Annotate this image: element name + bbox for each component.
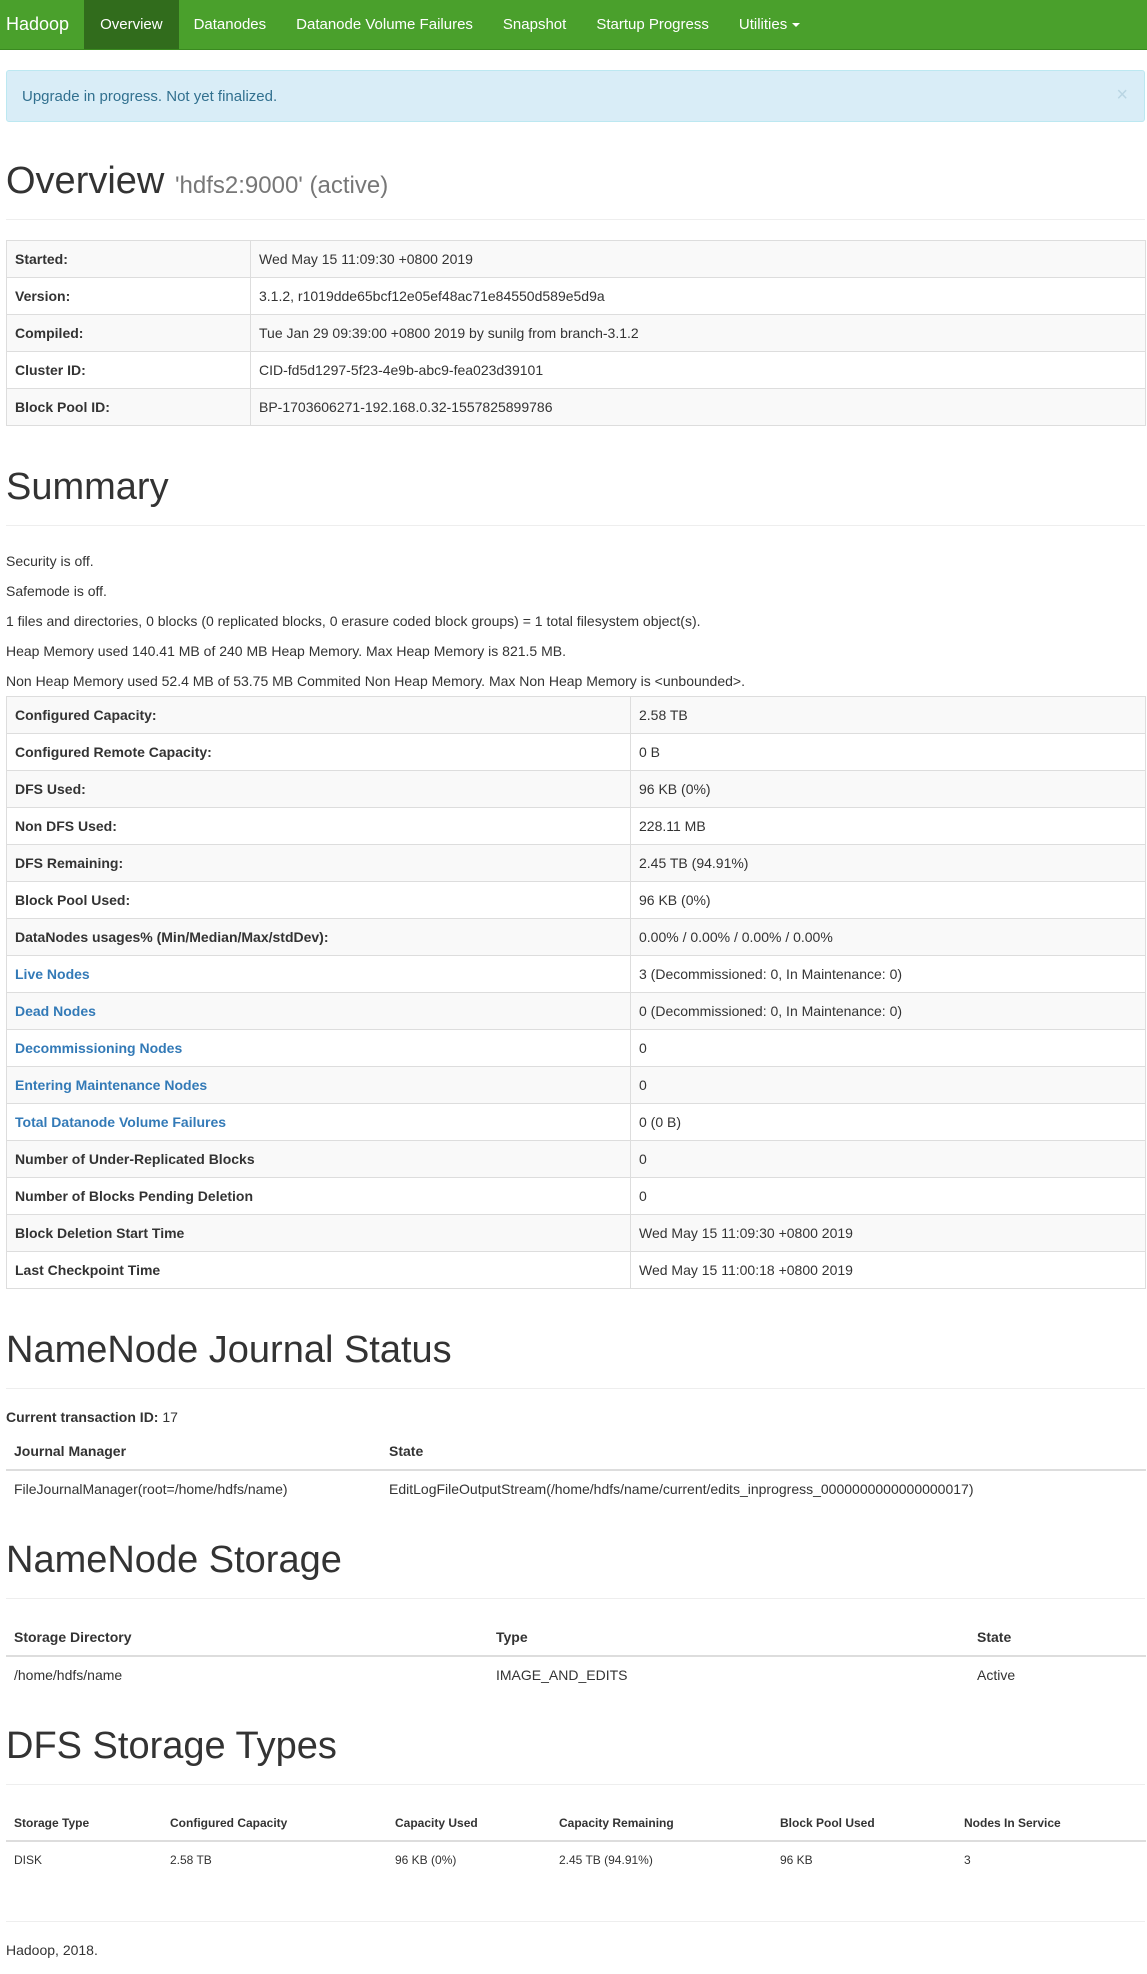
summary-lines	[6, 546, 1145, 696]
last-checkpoint-time-label: Last Checkpoint Time	[7, 1252, 631, 1289]
storage-directory-cell: /home/hdfs/name	[6, 1656, 488, 1693]
journal-table	[6, 1433, 1146, 1507]
started-label: Started:	[7, 241, 251, 278]
storage-state-cell: Active	[969, 1656, 1146, 1693]
dfs-remaining-value: 2.45 TB (94.91%)	[631, 845, 1146, 882]
table-row	[7, 1252, 1146, 1289]
st-header-capacity-remaining: Capacity Remaining	[551, 1805, 772, 1841]
link-cell	[7, 1030, 631, 1067]
started-value: Wed May 15 11:09:30 +0800 2019	[251, 241, 1146, 278]
table-row	[7, 697, 1146, 734]
table-row	[7, 882, 1146, 919]
block-pool-used-label: Block Pool Used:	[7, 882, 631, 919]
table-row	[7, 1178, 1146, 1215]
table-row	[7, 956, 1146, 993]
nav-overview[interactable]: Overview	[84, 0, 179, 49]
brand-logo[interactable]: Hadoop	[6, 14, 70, 34]
storage-type-cell: IMAGE_AND_EDITS	[488, 1656, 969, 1693]
st-block-pool-used-cell: 96 KB	[772, 1841, 956, 1877]
storage-header-type: Type	[488, 1619, 969, 1656]
st-configured-capacity-cell: 2.58 TB	[162, 1841, 387, 1877]
live-nodes-link[interactable]: Live Nodes	[15, 966, 90, 982]
configured-capacity-value: 2.58 TB	[631, 697, 1146, 734]
dfs-used-value: 96 KB (0%)	[631, 771, 1146, 808]
storage-header-state: State	[969, 1619, 1146, 1656]
decommissioning-nodes-link[interactable]: Decommissioning Nodes	[15, 1040, 183, 1056]
total-datanode-volume-failures-value: 0 (0 B)	[631, 1104, 1146, 1141]
nav-utilities-dropdown[interactable]	[724, 0, 815, 49]
table-row	[7, 278, 1146, 315]
dead-nodes-value: 0 (Decommissioned: 0, In Maintenance: 0)	[631, 993, 1146, 1030]
summary-table	[6, 696, 1146, 1289]
configured-remote-capacity-label: Configured Remote Capacity:	[7, 734, 631, 771]
compiled-label: Compiled:	[7, 315, 251, 352]
table-row	[7, 771, 1146, 808]
summary-line: Security is off.	[6, 553, 94, 569]
overview-title: Overview	[6, 160, 165, 202]
journal-state-cell: EditLogFileOutputStream(/home/hdfs/name/current/edits_inprogress_0000000000000000017)	[381, 1470, 1146, 1507]
table-row	[6, 1656, 1146, 1693]
datanodes-usages-min-median-max-stddev-value: 0.00% / 0.00% / 0.00% / 0.00%	[631, 919, 1146, 956]
total-datanode-volume-failures-link[interactable]: Total Datanode Volume Failures	[15, 1114, 227, 1130]
journal-header-manager: Journal Manager	[6, 1433, 381, 1470]
nav-datanode-volume-failures[interactable]: Datanode Volume Failures	[296, 16, 473, 33]
st-storage-type-cell: DISK	[6, 1841, 162, 1877]
overview-header	[6, 160, 1145, 220]
page-title	[6, 160, 1145, 203]
st-capacity-used-cell: 96 KB (0%)	[387, 1841, 551, 1877]
link-cell	[7, 956, 631, 993]
table-row	[7, 808, 1146, 845]
non-dfs-used-label: Non DFS Used:	[7, 808, 631, 845]
journal-header	[6, 1329, 1145, 1389]
nav-datanodes[interactable]: Datanodes	[193, 16, 267, 33]
storage-types-table	[6, 1805, 1146, 1877]
non-dfs-used-value: 228.11 MB	[631, 808, 1146, 845]
st-capacity-remaining-cell: 2.45 TB (94.91%)	[551, 1841, 772, 1877]
table-row	[7, 241, 1146, 278]
storage-header	[6, 1539, 1145, 1599]
block-pool-id-label: Block Pool ID:	[7, 389, 251, 426]
number-of-under-replicated-blocks-label: Number of Under-Replicated Blocks	[7, 1141, 631, 1178]
st-header-configured-capacity: Configured Capacity	[162, 1805, 387, 1841]
table-row	[7, 845, 1146, 882]
nav-snapshot[interactable]: Snapshot	[502, 16, 567, 33]
table-row	[7, 315, 1146, 352]
table-row	[7, 1104, 1146, 1141]
storage-header-directory: Storage Directory	[6, 1619, 488, 1656]
entering-maintenance-nodes-link[interactable]: Entering Maintenance Nodes	[15, 1077, 208, 1093]
close-icon[interactable]: ×	[1116, 84, 1128, 106]
version-value: 3.1.2, r1019dde65bcf12e05ef48ac71e84550d589e5d9a	[251, 278, 1146, 315]
table-row	[7, 1030, 1146, 1067]
configured-capacity-label: Configured Capacity:	[7, 697, 631, 734]
st-header-storage-type: Storage Type	[6, 1805, 162, 1841]
table-row	[7, 919, 1146, 956]
summary-title: Summary	[6, 466, 169, 508]
storage-table	[6, 1619, 1146, 1693]
storage-types-header	[6, 1725, 1145, 1785]
st-header-capacity-used: Capacity Used	[387, 1805, 551, 1841]
block-deletion-start-time-value: Wed May 15 11:09:30 +0800 2019	[631, 1215, 1146, 1252]
main-container	[0, 70, 1147, 1958]
last-checkpoint-time-value: Wed May 15 11:00:18 +0800 2019	[631, 1252, 1146, 1289]
link-cell	[7, 993, 631, 1030]
st-header-nodes-in-service: Nodes In Service	[956, 1805, 1146, 1841]
txid-value: 17	[162, 1409, 178, 1425]
table-row	[7, 389, 1146, 426]
table-row	[7, 1215, 1146, 1252]
entering-maintenance-nodes-value: 0	[631, 1067, 1146, 1104]
configured-remote-capacity-value: 0 B	[631, 734, 1146, 771]
block-pool-used-value: 96 KB (0%)	[631, 882, 1146, 919]
storage-title: NameNode Storage	[6, 1539, 342, 1581]
summary-line: Non Heap Memory used 52.4 MB of 53.75 MB Commited Non Heap Memory. Max Non Heap Memory is <unbounded>.	[6, 673, 745, 689]
table-row	[6, 1841, 1146, 1877]
summary-line: 1 files and directories, 0 blocks (0 replicated blocks, 0 erasure coded block groups) = 1 total filesystem object(s).	[6, 613, 701, 629]
dfs-used-label: DFS Used:	[7, 771, 631, 808]
footer	[6, 1921, 1145, 1958]
table-row	[7, 1067, 1146, 1104]
table-row	[6, 1470, 1146, 1507]
live-nodes-value: 3 (Decommissioned: 0, In Maintenance: 0)	[631, 956, 1146, 993]
link-cell	[7, 1067, 631, 1104]
version-label: Version:	[7, 278, 251, 315]
txid-label: Current transaction ID:	[6, 1409, 159, 1425]
nav-startup-progress[interactable]: Startup Progress	[596, 16, 709, 33]
alert-message: Upgrade in progress. Not yet finalized.	[22, 87, 278, 105]
storage-types-title: DFS Storage Types	[6, 1725, 337, 1767]
table-row	[7, 1141, 1146, 1178]
journal-title: NameNode Journal Status	[6, 1329, 452, 1371]
cluster-id-value: CID-fd5d1297-5f23-4e9b-abc9-fea023d39101	[251, 352, 1146, 389]
navbar	[0, 0, 1147, 50]
block-pool-id-value: BP-1703606271-192.168.0.32-1557825899786	[251, 389, 1146, 426]
summary-line: Safemode is off.	[6, 583, 107, 599]
link-cell	[7, 1104, 631, 1141]
journal-header-state: State	[381, 1433, 1146, 1470]
overview-table	[6, 240, 1146, 426]
number-of-under-replicated-blocks-value: 0	[631, 1141, 1146, 1178]
summary-line: Heap Memory used 140.41 MB of 240 MB Heap Memory. Max Heap Memory is 821.5 MB.	[6, 643, 566, 659]
caret-down-icon	[792, 23, 800, 27]
table-row	[7, 993, 1146, 1030]
upgrade-alert	[6, 70, 1145, 122]
nav-utilities-label: Utilities	[738, 16, 788, 33]
compiled-value: Tue Jan 29 09:39:00 +0800 2019 by sunilg from branch-3.1.2	[251, 315, 1146, 352]
st-header-block-pool-used: Block Pool Used	[772, 1805, 956, 1841]
decommissioning-nodes-value: 0	[631, 1030, 1146, 1067]
dead-nodes-link[interactable]: Dead Nodes	[15, 1003, 96, 1019]
summary-header	[6, 466, 1145, 526]
cluster-id-label: Cluster ID:	[7, 352, 251, 389]
number-of-blocks-pending-deletion-value: 0	[631, 1178, 1146, 1215]
number-of-blocks-pending-deletion-label: Number of Blocks Pending Deletion	[7, 1178, 631, 1215]
footer-text: Hadoop, 2018.	[6, 1942, 98, 1958]
table-row	[7, 734, 1146, 771]
table-row	[7, 352, 1146, 389]
st-nodes-in-service-cell: 3	[956, 1841, 1146, 1877]
journal-manager-cell: FileJournalManager(root=/home/hdfs/name)	[6, 1470, 381, 1507]
block-deletion-start-time-label: Block Deletion Start Time	[7, 1215, 631, 1252]
overview-subtitle: 'hdfs2:9000' (active)	[174, 172, 389, 199]
transaction-id	[6, 1409, 1145, 1425]
dfs-remaining-label: DFS Remaining:	[7, 845, 631, 882]
datanodes-usages-min-median-max-stddev-label: DataNodes usages% (Min/Median/Max/stdDev):	[7, 919, 631, 956]
